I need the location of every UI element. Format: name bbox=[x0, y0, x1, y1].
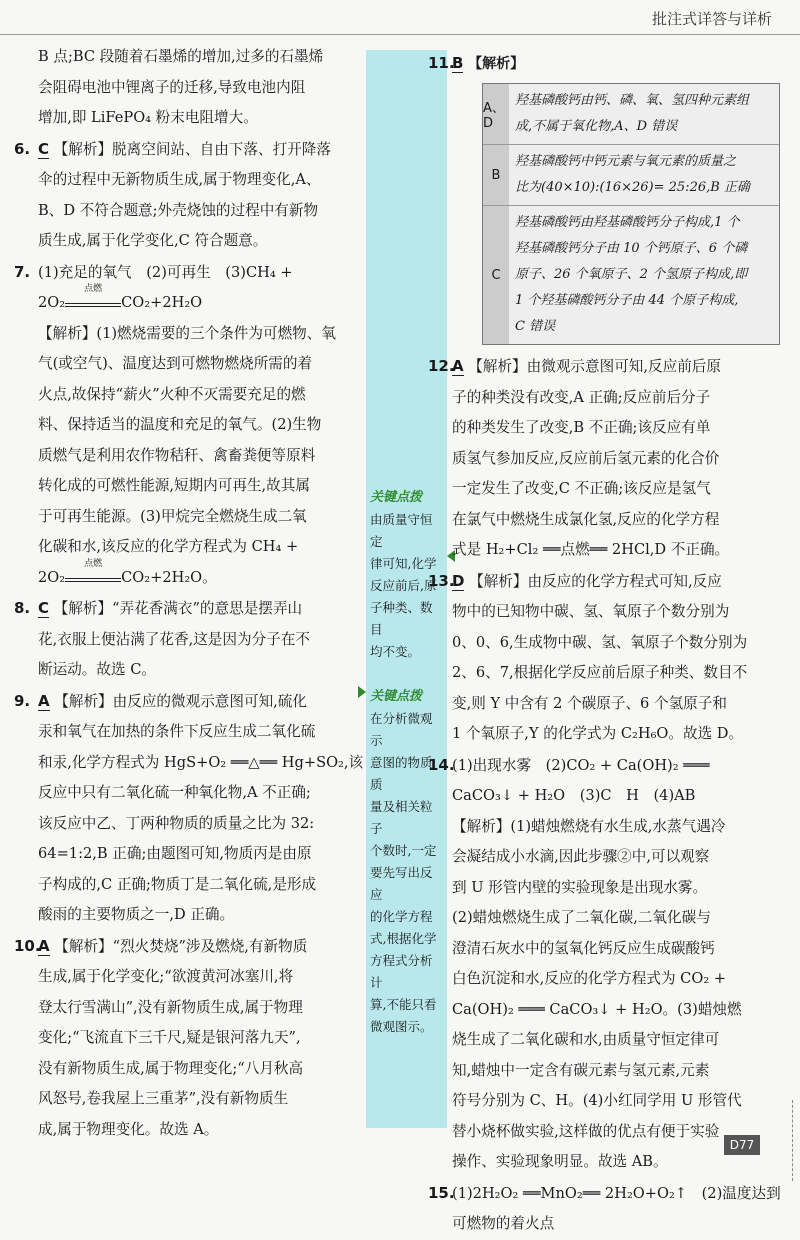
question-number: 8. bbox=[14, 599, 31, 617]
answer-letter: C bbox=[38, 139, 50, 158]
line-text: 替小烧杯做实验,这样做的优点有便于实验 bbox=[452, 1122, 720, 1140]
text-line bbox=[428, 351, 782, 383]
line-text: 1 个氧原子,Y 的化学式为 C₂H₆O。故选 D。 bbox=[452, 725, 744, 742]
tip-box-2 bbox=[366, 686, 447, 1038]
text-line bbox=[452, 689, 782, 720]
question-number: 13. bbox=[428, 571, 455, 590]
reaction-condition: 点燃 bbox=[84, 284, 103, 294]
line-text: 酸雨的主要物质之一,D 正确。 bbox=[38, 906, 235, 923]
analysis-line: 比为(40×10):(16×26)= 25:26,B 正确 bbox=[515, 180, 750, 195]
line-text: B 点;BC 段随着石墨烯的增加,过多的石墨烯 bbox=[38, 48, 324, 65]
line-text: 登太行雪满山”,没有新物质生成,属于物理 bbox=[38, 998, 303, 1016]
question-number: 7. bbox=[14, 262, 31, 281]
question-number: 15. bbox=[428, 1183, 455, 1202]
line-text: 汞和氧气在加热的条件下反应生成二氧化硫 bbox=[38, 723, 316, 740]
line-text: 2、6、7,根据化学反应前后原子种类、数目不 bbox=[452, 664, 748, 681]
text-line bbox=[38, 502, 363, 533]
line-text: 子的种类没有改变,A 正确;反应前后分子 bbox=[452, 388, 711, 406]
line-text: 质氢气参加反应,反应前后氢元素的化合价 bbox=[452, 449, 720, 467]
text-line bbox=[428, 566, 782, 598]
text-line bbox=[452, 719, 782, 750]
tip-line: 意图的物质质 bbox=[370, 755, 433, 792]
text-line bbox=[14, 134, 363, 166]
tip-line: 均不变。 bbox=[370, 644, 421, 659]
text-line bbox=[452, 812, 782, 843]
option-label: C bbox=[483, 206, 509, 344]
text-line bbox=[38, 471, 363, 502]
line-text: 转化成的可燃性能源,短期内可再生,故其属 bbox=[38, 477, 310, 494]
equation-products: CO₂+2H₂O。 bbox=[121, 568, 217, 586]
text-line bbox=[452, 873, 782, 904]
text-line bbox=[38, 962, 363, 993]
text-line bbox=[452, 1025, 782, 1056]
q11-answer: B bbox=[452, 54, 464, 72]
text-line bbox=[452, 1086, 782, 1117]
reaction-sign bbox=[65, 558, 121, 582]
text-line bbox=[38, 441, 363, 472]
text-line bbox=[452, 964, 782, 995]
tip-line: 微观图示。 bbox=[370, 1019, 433, 1034]
option-analysis bbox=[509, 84, 779, 144]
line-text: 烧生成了二氧化碳和水,由质量守恒定律可 bbox=[452, 1031, 720, 1048]
left-column bbox=[14, 42, 364, 1145]
line-text: 变,则 Y 中含有 2 个碳原子、6 个氢原子和 bbox=[452, 694, 727, 712]
line-text: 可燃物的着火点 bbox=[452, 1215, 555, 1232]
line-text: (2)蜡烛燃烧生成了二氧化碳,二氧化碳与 bbox=[452, 909, 711, 926]
line-text: 火点,故保持“薪火”火种不灭需要充足的燃 bbox=[38, 385, 306, 403]
text-line bbox=[452, 1209, 782, 1240]
text-line bbox=[38, 284, 363, 319]
text-line bbox=[38, 655, 363, 686]
line-text: 没有新物质生成,属于物理变化;“八月秋高 bbox=[38, 1059, 304, 1077]
tip-line: 算,不能只看 bbox=[370, 997, 437, 1012]
question-number: 6. bbox=[14, 139, 31, 158]
text-line bbox=[452, 505, 782, 536]
line-text: 操作、实验现象明显。故选 AB。 bbox=[452, 1153, 668, 1170]
tip-line: 要先写出反应 bbox=[370, 865, 433, 902]
text-line bbox=[38, 625, 363, 656]
line-text: 白色沉淀和水,反应的化学方程式为 CO₂ + bbox=[452, 970, 727, 987]
equation-reactants: 2O₂ bbox=[38, 294, 66, 311]
line-text: 于可再生能源。(3)甲烷完全燃烧生成二氧 bbox=[38, 507, 307, 525]
option-label: B bbox=[483, 145, 509, 205]
text-line bbox=[38, 42, 363, 73]
line-text: B、D 不符合题意;外壳烧蚀的过程中有新物 bbox=[38, 201, 319, 219]
tip-line: 量及相关粒子 bbox=[370, 799, 433, 836]
text-line bbox=[452, 934, 782, 965]
line-text: 【解析】“弄花香满衣”的意思是摆弄山 bbox=[53, 600, 303, 617]
tip-line: 的化学方程 bbox=[370, 909, 433, 924]
text-line bbox=[428, 1178, 782, 1210]
q11-heading bbox=[428, 48, 782, 80]
line-text: 【解析】(1)蜡烛燃烧有水生成,水蒸气遇冷 bbox=[452, 817, 726, 835]
line-text: 伞的过程中无新物质生成,属于物理变化,A、 bbox=[38, 171, 321, 188]
text-line bbox=[38, 319, 363, 350]
text-line bbox=[38, 717, 363, 748]
text-line bbox=[452, 995, 782, 1026]
text-line bbox=[452, 444, 782, 475]
line-text: 增加,即 LiFePO₄ 粉末电阻增大。 bbox=[38, 109, 258, 126]
analysis-line: 1 个羟基磷酸钙分子由 44 个原子构成, bbox=[515, 293, 739, 308]
table-row bbox=[483, 84, 779, 145]
text-line bbox=[38, 1115, 363, 1146]
text-line bbox=[38, 900, 363, 931]
line-text: 【解析】“烈火焚烧”涉及燃烧,有新物质 bbox=[54, 937, 308, 955]
header-rule bbox=[0, 34, 800, 35]
line-text: 化碳和水,该反应的化学方程式为 CH₄ + bbox=[38, 538, 299, 555]
line-text: 澄清石灰水中的氢氧化钙反应生成碳酸钙 bbox=[452, 939, 715, 957]
line-text: CaCO₃↓ + H₂O (3)C H (4)AB bbox=[452, 787, 696, 804]
text-line bbox=[452, 903, 782, 934]
text-line bbox=[452, 842, 782, 873]
text-line bbox=[38, 778, 363, 809]
analysis-line: C 错误 bbox=[515, 319, 556, 334]
equation-reactants: 2O₂ bbox=[38, 568, 66, 586]
text-line bbox=[38, 165, 363, 196]
text-line bbox=[428, 750, 782, 782]
line-text: 符号分别为 C、H。(4)小红同学用 U 形管代 bbox=[452, 1092, 742, 1109]
tip-title-1: 关键点拨 bbox=[370, 490, 423, 505]
page-number: D77 bbox=[724, 1135, 760, 1155]
analysis-line: 羟基磷酸钙由钙、磷、氧、氢四种元素组 bbox=[515, 93, 750, 108]
header-title: 批注式详答与详析 bbox=[651, 10, 772, 28]
analysis-line: 羟基磷酸钙由羟基磷酸钙分子构成,1 个 bbox=[515, 215, 740, 230]
q11-analysis-table bbox=[482, 83, 780, 345]
text-line bbox=[38, 1054, 363, 1085]
line-text: 该反应中乙、丁两种物质的质量之比为 32: bbox=[38, 814, 315, 832]
tip-line: 子种类、数目 bbox=[370, 600, 433, 637]
answer-letter: A bbox=[38, 691, 50, 710]
page-edge-rule bbox=[792, 1100, 794, 1181]
answer-letter: C bbox=[38, 599, 50, 617]
text-line bbox=[452, 383, 782, 414]
q11-tag: 【解析】 bbox=[468, 56, 525, 72]
line-text: 成,属于物理变化。故选 A。 bbox=[38, 1120, 219, 1138]
text-line bbox=[38, 839, 363, 870]
equation-products: CO₂+2H₂O bbox=[121, 294, 203, 311]
line-text: 【解析】由微观示意图可知,反应前后原 bbox=[468, 358, 721, 375]
reaction-sign bbox=[65, 284, 121, 307]
text-line bbox=[38, 103, 363, 134]
reaction-condition: 点燃 bbox=[84, 558, 103, 569]
text-line bbox=[38, 73, 363, 104]
text-line bbox=[452, 474, 782, 505]
answer-letter: D bbox=[452, 571, 465, 590]
text-line bbox=[452, 658, 782, 689]
option-analysis bbox=[509, 145, 779, 205]
question-number: 14. bbox=[428, 755, 455, 774]
text-line bbox=[452, 535, 782, 566]
tip-line: 个数时,一定 bbox=[370, 843, 437, 858]
arrow-right-icon bbox=[358, 686, 366, 698]
line-text: 气(或空气)、温度达到可燃物燃烧所需的着 bbox=[38, 355, 313, 372]
text-line bbox=[14, 686, 363, 718]
table-row bbox=[483, 206, 779, 344]
question-number: 9. bbox=[14, 691, 31, 710]
line-text: (1)出现水雾 (2)CO₂ + Ca(OH)₂ ═══ bbox=[452, 756, 710, 774]
text-line bbox=[452, 413, 782, 444]
line-text: Ca(OH)₂ ═══ CaCO₃↓ + H₂O。(3)蜡烛燃 bbox=[452, 1000, 742, 1018]
question-number: 12. bbox=[428, 357, 455, 375]
line-text: 一定发生了改变,C 不正确;该反应是氢气 bbox=[452, 480, 711, 497]
text-line bbox=[14, 593, 363, 625]
text-line bbox=[38, 748, 363, 779]
text-line bbox=[38, 349, 363, 380]
tip-line: 在分析微观示 bbox=[370, 711, 433, 748]
tip-line: 式,根据化学 bbox=[370, 931, 437, 946]
text-line bbox=[38, 226, 363, 257]
line-text: 【解析】脱离空间站、自由下落、打开降落 bbox=[53, 140, 331, 158]
line-text: 会凝结成小水滴,因此步骤②中,可以观察 bbox=[452, 848, 710, 865]
line-text: 子构成的,C 正确;物质丁是二氧化硫,是形成 bbox=[38, 875, 317, 893]
question-number: 10. bbox=[14, 936, 41, 955]
text-line bbox=[14, 931, 363, 963]
line-text: 料、保持适当的温度和充足的氧气。(2)生物 bbox=[38, 416, 322, 433]
line-text: 生成,属于化学变化;“欲渡黄河冰塞川,将 bbox=[38, 968, 294, 985]
text-line bbox=[452, 781, 782, 812]
line-text: 到 U 形管内壁的实验现象是出现水雾。 bbox=[452, 878, 708, 896]
tip-title-2: 关键点拨 bbox=[370, 689, 423, 704]
text-line bbox=[38, 993, 363, 1024]
analysis-line: 成,不属于氧化物,A、D 错误 bbox=[515, 119, 678, 134]
line-text: 0、0、6,生成物中碳、氢、氧原子个数分别为 bbox=[452, 633, 748, 651]
q11-number: 11. bbox=[428, 54, 455, 72]
tip-line: 反应前后,原 bbox=[370, 578, 437, 593]
answer-letter: A bbox=[38, 936, 50, 955]
line-text: 知,蜡烛中一定含有碳元素与氢元素,元素 bbox=[452, 1061, 710, 1079]
line-text: 64=1:2,B 正确;由题图可知,物质丙是由原 bbox=[38, 845, 312, 862]
equals-bar bbox=[65, 578, 121, 582]
analysis-line: 羟基磷酸钙分子由 10 个钙原子、6 个磷 bbox=[515, 241, 748, 256]
line-text: 物中的已知物中碳、氢、氧原子个数分别为 bbox=[452, 603, 730, 620]
line-text: (1)2H₂O₂ ══MnO₂══ 2H₂O+O₂↑ (2)温度达到 bbox=[452, 1184, 781, 1202]
line-text: 花,衣服上便沾满了花香,这是因为分子在不 bbox=[38, 630, 310, 648]
text-line bbox=[38, 1084, 363, 1115]
text-line bbox=[38, 809, 363, 840]
analysis-line: 羟基磷酸钙中钙元素与氧元素的质量之 bbox=[515, 154, 737, 169]
answer-letter: A bbox=[452, 357, 464, 375]
line-text: 变化;“飞流直下三千尺,疑是银河落九天”, bbox=[38, 1029, 301, 1046]
line-text: 反应中只有二氧化硫一种氧化物,A 不正确; bbox=[38, 784, 311, 801]
line-text: 质生成,属于化学变化,C 符合题意。 bbox=[38, 232, 268, 249]
text-line bbox=[38, 380, 363, 411]
line-text: 【解析】由反应的化学方程式可知,反应 bbox=[469, 572, 722, 590]
line-text: 和汞,化学方程式为 HgS+O₂ ══△══ Hg+SO₂,该 bbox=[38, 753, 364, 771]
option-label: A、D bbox=[483, 84, 509, 144]
equals-bar bbox=[65, 303, 121, 307]
tip-line: 律可知,化学 bbox=[370, 556, 437, 571]
line-text: (1)充足的氧气 (2)可再生 (3)CH₄ + bbox=[38, 263, 293, 281]
option-analysis bbox=[509, 206, 779, 344]
line-text: 风怒号,卷我屋上三重茅”,没有新物质生 bbox=[38, 1090, 289, 1107]
line-text: 质燃气是利用农作物秸秆、禽畜粪便等原料 bbox=[38, 446, 316, 464]
text-line bbox=[38, 1023, 363, 1054]
tip-line: 方程式分析计 bbox=[370, 953, 433, 990]
text-line bbox=[452, 628, 782, 659]
line-text: 在氯气中燃烧生成氯化氢,反应的化学方程 bbox=[452, 510, 720, 528]
line-text: 【解析】由反应的微观示意图可知,硫化 bbox=[54, 692, 307, 710]
tip-line: 由质量守恒定 bbox=[370, 512, 433, 549]
line-text: 断运动。故选 C。 bbox=[38, 661, 156, 678]
line-text: 会阻碍电池中锂离子的迁移,导致电池内阻 bbox=[38, 78, 306, 96]
line-text: 式是 H₂+Cl₂ ══点燃══ 2HCl,D 不正确。 bbox=[452, 541, 730, 558]
text-line bbox=[38, 870, 363, 901]
analysis-line: 原子、26 个氧原子、2 个氢原子构成,即 bbox=[515, 267, 748, 282]
line-text: 【解析】(1)燃烧需要的三个条件为可燃物、氧 bbox=[38, 324, 336, 342]
table-row bbox=[483, 145, 779, 206]
line-text: 的种类发生了改变,B 不正确;该反应有单 bbox=[452, 419, 711, 436]
right-column bbox=[428, 351, 782, 1240]
text-line bbox=[452, 1056, 782, 1087]
text-line bbox=[452, 597, 782, 628]
text-line bbox=[38, 196, 363, 227]
text-line bbox=[38, 558, 363, 594]
text-line bbox=[38, 410, 363, 441]
